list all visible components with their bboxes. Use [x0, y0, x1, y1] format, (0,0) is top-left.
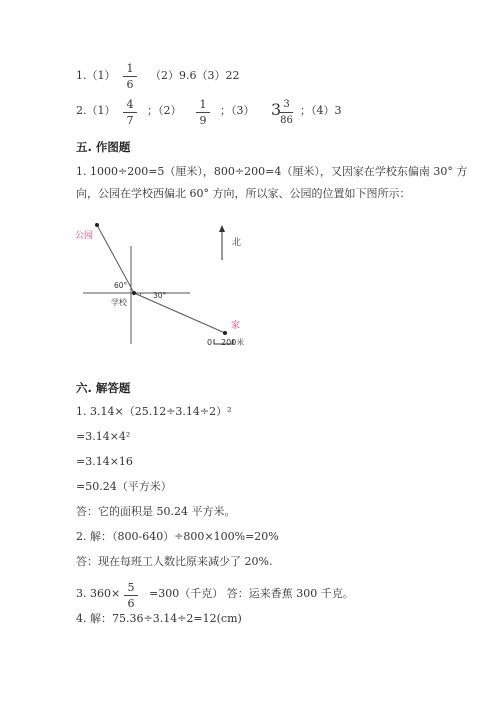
- solution-line-4: =50.24（平方米）: [76, 480, 172, 493]
- answer-2-mixed-whole: 3: [271, 100, 282, 119]
- answer-2-sep-1: ；（2）: [147, 104, 182, 117]
- solution-line-2: =3.14×4²: [76, 430, 131, 443]
- answer-2-sep-2: ；（3）: [220, 104, 255, 117]
- solution-line-9: 4. 解：75.36÷3.14÷2=12(cm): [76, 612, 242, 625]
- fraction-denominator: 86: [280, 115, 293, 126]
- school-to-home-line: [134, 293, 225, 333]
- section-6-heading: 六. 解答题: [76, 381, 131, 395]
- answer-1-prefix: 1.（1）: [76, 69, 116, 82]
- section-5-heading: 五. 作图题: [76, 140, 131, 154]
- scale-distance-label: 200米: [221, 338, 245, 347]
- park-point: [95, 223, 99, 227]
- fraction-numerator: 1: [126, 62, 134, 75]
- fraction-denominator: 6: [126, 78, 134, 91]
- school-point: [132, 291, 136, 295]
- solution-answer-1: 答：它的面积是 50.24 平方米。: [76, 505, 236, 518]
- fraction-denominator: 7: [126, 114, 134, 127]
- solution-line-1: 1. 3.14×（25.12÷3.14÷2）²: [76, 405, 232, 418]
- fraction-numerator: 4: [126, 98, 134, 111]
- angle-30-label: 30°: [153, 291, 167, 300]
- home-point: [223, 331, 227, 335]
- fraction-bar: [124, 595, 138, 596]
- park-label: 公园: [75, 231, 94, 241]
- answer-1-rest: （2）9.6（3）22: [150, 69, 240, 82]
- fraction-numerator: 5: [127, 581, 135, 594]
- north-arrow-icon: [219, 225, 225, 232]
- solution-line-8-prefix: 3. 360×: [76, 587, 121, 600]
- solution-line-8-fraction: [124, 581, 138, 610]
- solution-answer-2: 答：现在每班工人数比原来减少了 20%.: [76, 555, 273, 568]
- answer-2-prefix: 2.（1）: [76, 104, 116, 117]
- fraction-numerator: 1: [199, 98, 207, 111]
- solution-line-8-rest: =300（千克） 答：运来香蕉 300 千克。: [149, 587, 354, 600]
- angle-60-label: 60°: [114, 281, 128, 290]
- solution-line-3: =3.14×16: [76, 455, 133, 468]
- section-5-line-2: 向，公园在学校西偏北 60° 方向，所以家、公园的位置如下图所示：: [76, 187, 411, 200]
- fraction-denominator: 9: [199, 114, 207, 127]
- scale-zero-label: 0: [207, 338, 213, 347]
- home-label: 家: [231, 321, 241, 331]
- school-label: 学校: [111, 298, 127, 307]
- fraction-numerator: 3: [283, 99, 290, 110]
- section-5-line-1: 1. 1000÷200=5（厘米），800÷200=4（厘米），又因家在学校东偏南 30° 方: [76, 165, 468, 178]
- solution-line-6: 2. 解：（800-640）÷800×100%=20%: [76, 530, 279, 543]
- fraction-denominator: 6: [127, 597, 135, 610]
- north-label: 北: [232, 238, 242, 248]
- answer-2-sep-3: ；（4）3: [300, 104, 342, 117]
